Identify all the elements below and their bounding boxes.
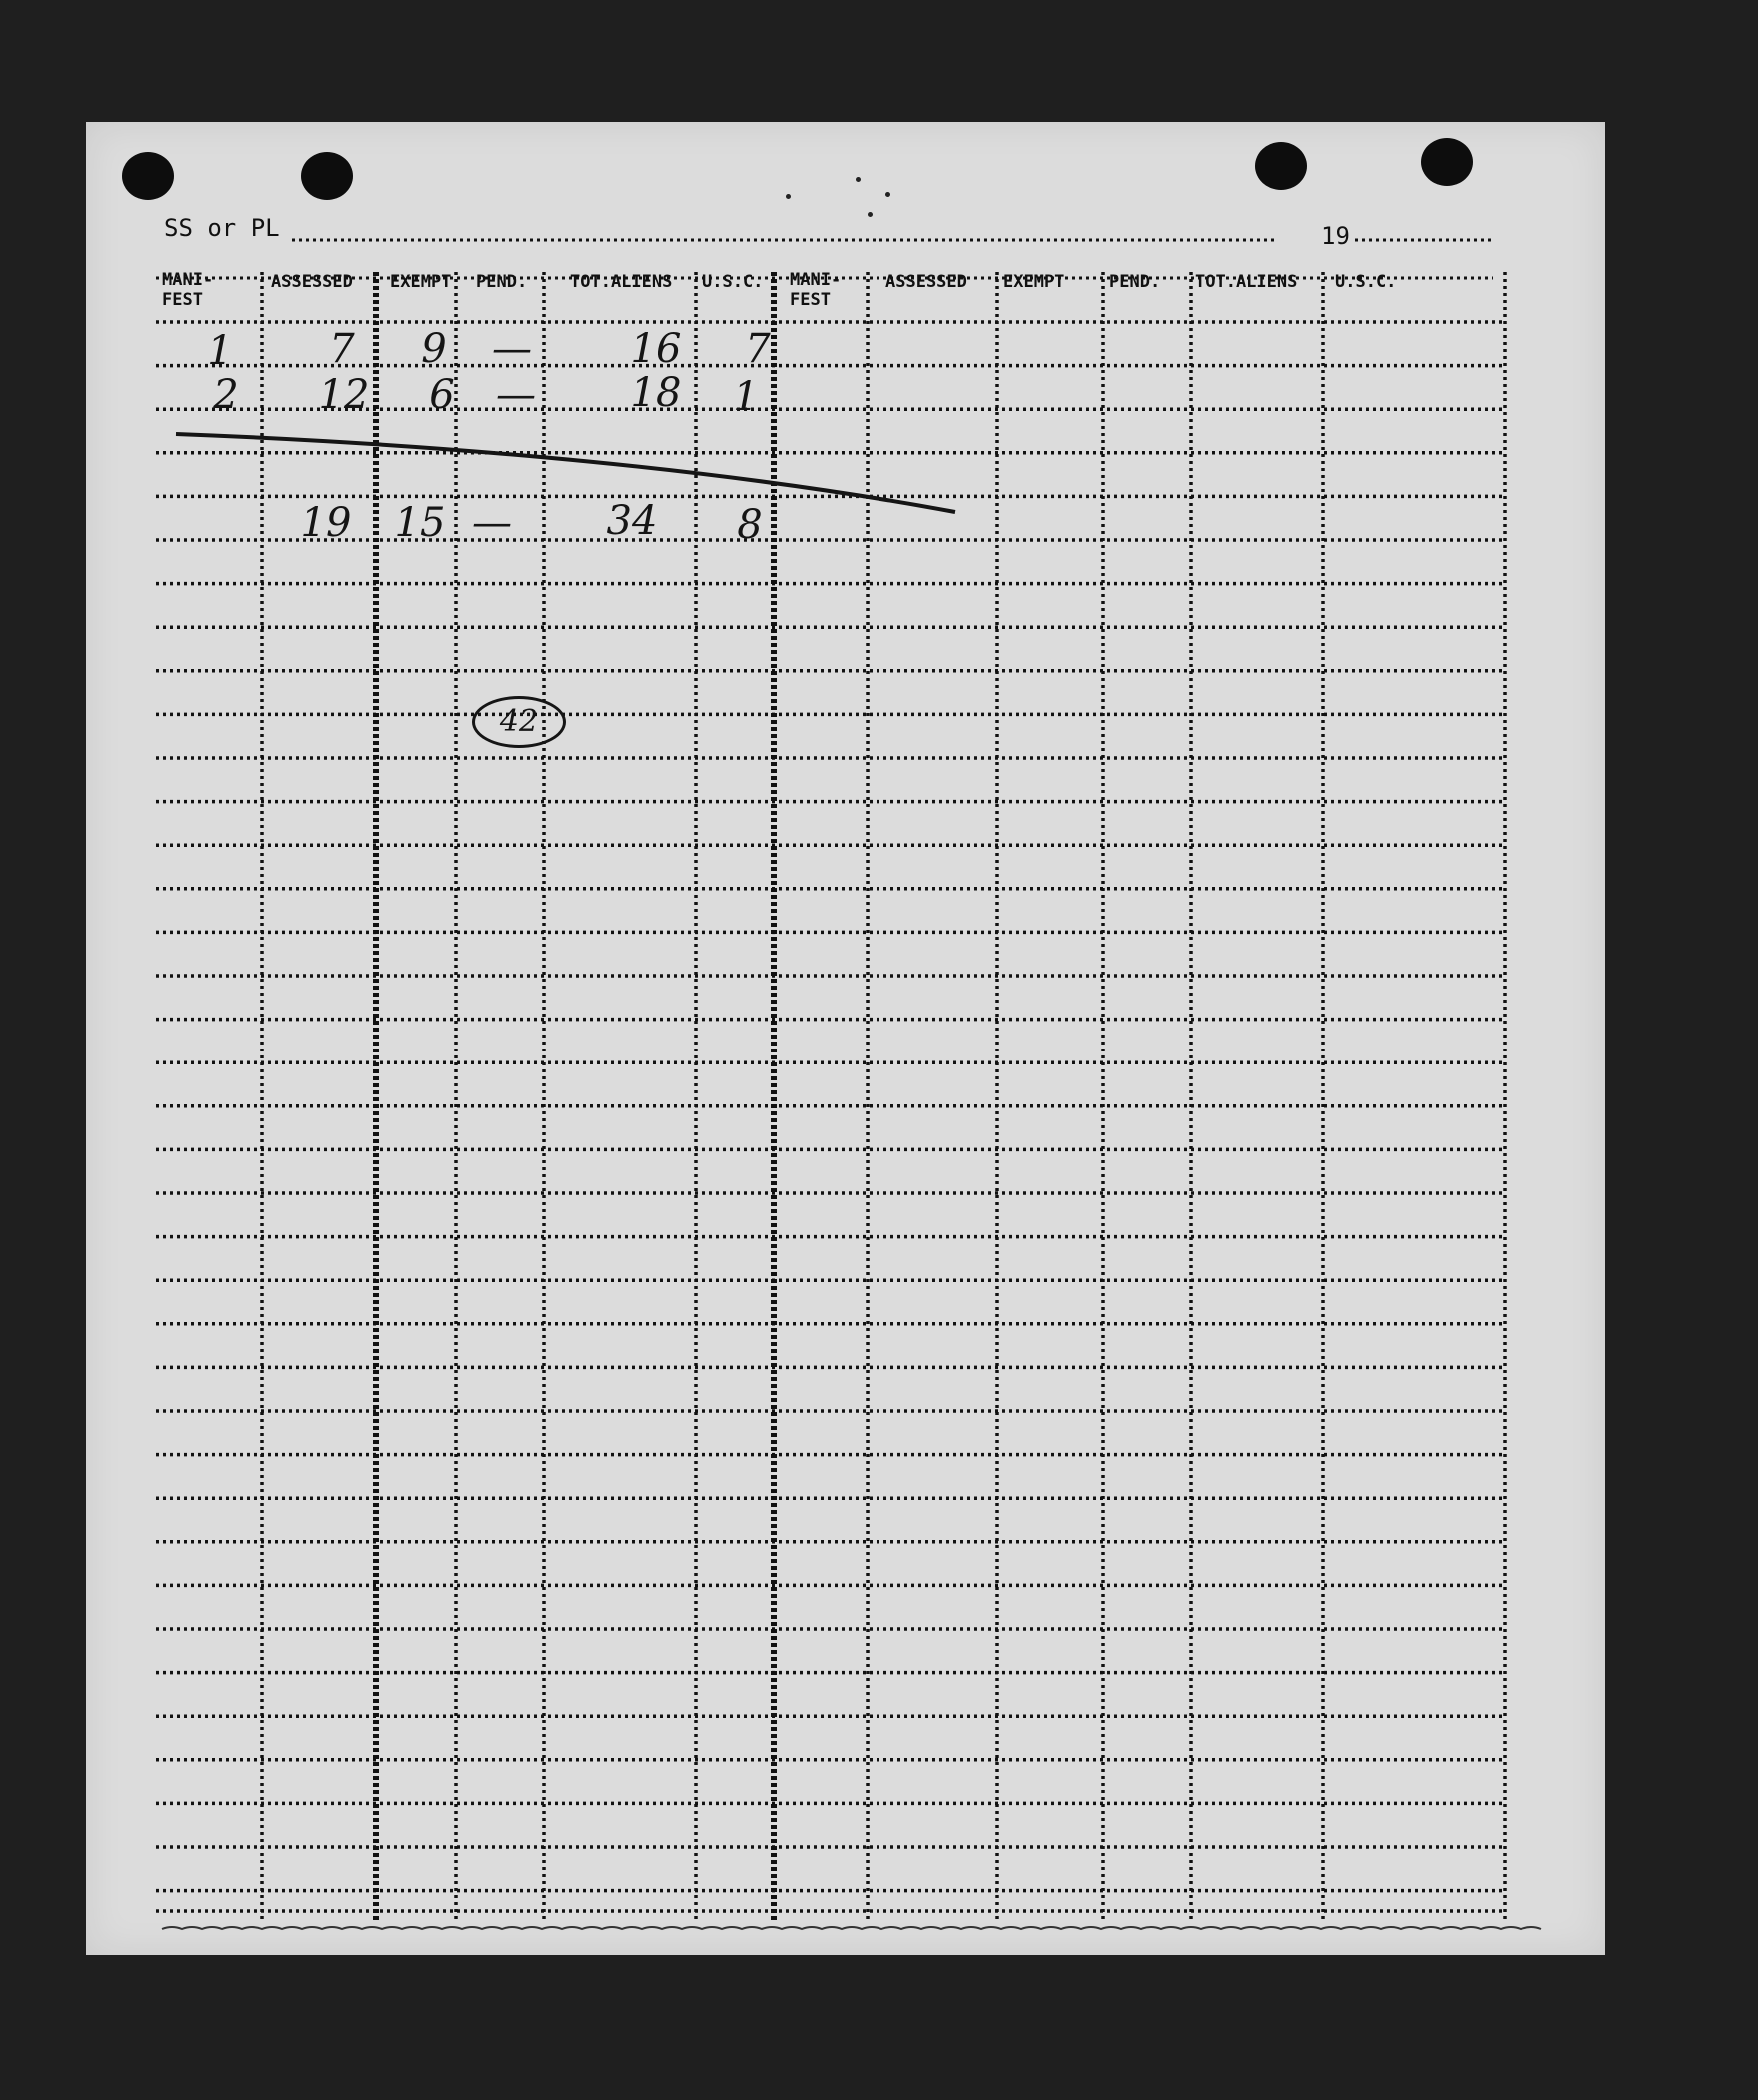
form-sheet xyxy=(86,122,1605,1955)
col-head-usc-right: U.S.C. xyxy=(1335,272,1397,292)
col-head-usc-left: U.S.C. xyxy=(702,272,764,292)
col-head-pend-right: PEND. xyxy=(1109,272,1161,292)
vessel-label: SS or PL xyxy=(164,214,280,242)
bottom-edge-border xyxy=(162,1927,1541,1929)
entry-1-usc: 7 xyxy=(745,326,771,372)
total-pend: — xyxy=(472,500,512,546)
total-assessed: 19 xyxy=(300,500,352,546)
grand-total-circled: 42 xyxy=(472,696,566,748)
entry-1-manifest: 1 xyxy=(207,328,233,374)
entry-1-assessed: 7 xyxy=(329,326,355,372)
handwritten-total-line xyxy=(176,434,955,512)
total-exempt: 15 xyxy=(394,500,446,546)
form-grid xyxy=(86,122,1605,1955)
entry-2-usc: 1 xyxy=(733,374,759,420)
entry-1-exempt: 9 xyxy=(421,326,447,372)
col-head-assessed-right: ASSESSED xyxy=(885,272,967,292)
year-prefix: 19 xyxy=(1321,222,1350,250)
entry-2-pend: — xyxy=(496,372,536,418)
col-head-text: MANI- FEST xyxy=(790,270,842,310)
entry-2-exempt: 6 xyxy=(429,372,455,418)
total-tot-aliens: 34 xyxy=(606,498,658,544)
col-head-tot-aliens-left: TOT.ALIENS xyxy=(570,272,673,292)
entry-2-manifest: 2 xyxy=(213,372,239,418)
col-head-assessed-left: ASSESSED xyxy=(271,272,353,292)
col-head-exempt-left: EXEMPT xyxy=(390,272,452,292)
total-usc: 8 xyxy=(737,502,763,548)
col-head-exempt-right: EXEMPT xyxy=(1003,272,1065,292)
col-head-tot-aliens-right: TOT.ALIENS xyxy=(1195,272,1298,292)
col-head-pend-left: PEND. xyxy=(476,272,528,292)
entry-1-pend: — xyxy=(492,326,532,372)
entry-1-tot-aliens: 16 xyxy=(630,326,682,372)
col-head-text: MANI- FEST xyxy=(162,270,214,310)
entry-2-assessed: 12 xyxy=(318,372,370,418)
entry-2-tot-aliens: 18 xyxy=(630,370,682,416)
